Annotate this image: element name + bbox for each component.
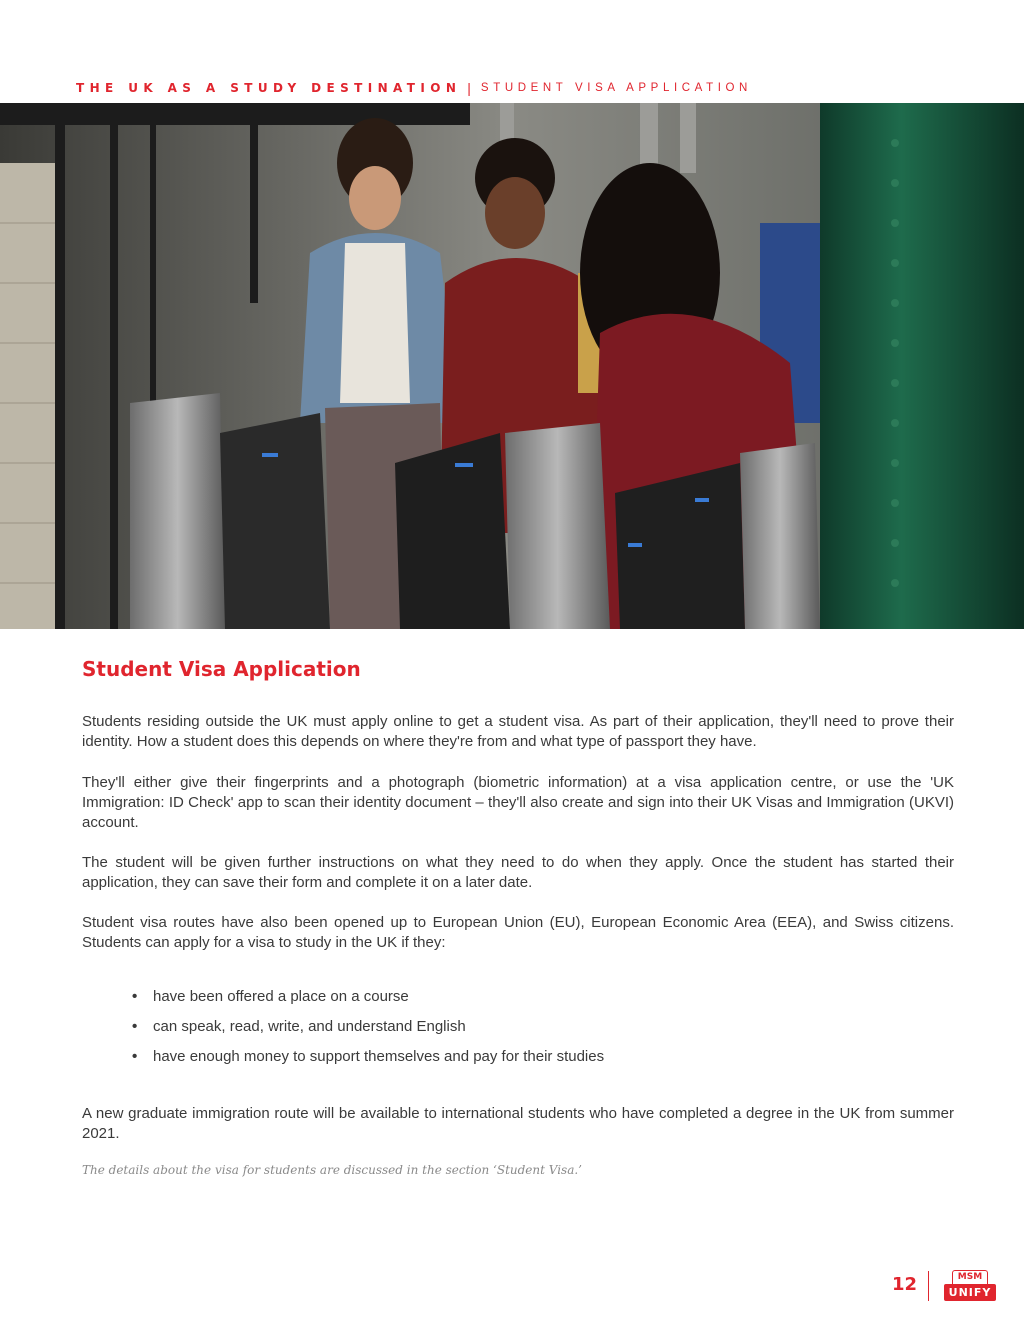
bullet-icon: • <box>132 1018 138 1035</box>
header-title: THE UK AS A STUDY DESTINATION <box>76 81 462 95</box>
bullet-icon: • <box>132 1048 138 1065</box>
paragraph-1: Students residing outside the UK must apply online to get a student visa. As part of their application, they'll need to prove their identity. How a student does this depends on where they're from and what type of passport they have. <box>82 713 954 750</box>
page-header <box>76 79 752 97</box>
list-item <box>132 986 604 1016</box>
list-item <box>132 1016 604 1046</box>
list-item-text: have enough money to support themselves and pay for their studies <box>153 1048 605 1065</box>
hero-photo <box>0 103 1024 629</box>
paragraph-5: A new graduate immigration route will be available to international students who have completed a degree in the UK from summer 2021. <box>82 1105 954 1142</box>
logo-top-text: MSM <box>952 1270 988 1284</box>
paragraph-3: The student will be given further instructions on what they need to do when they apply. Once the student has started their application, they can save their form and complete it on a later date. <box>82 854 954 891</box>
page-number: 12 <box>892 1274 918 1295</box>
eligibility-list <box>132 986 604 1076</box>
logo-bottom-text: UNIFY <box>944 1284 996 1301</box>
list-item-text: have been offered a place on a course <box>153 988 409 1005</box>
footnote: The details about the visa for students are discussed in the section ‘Student Visa.’ <box>82 1163 582 1177</box>
paragraph-4: Student visa routes have also been opened up to European Union (EU), European Economic Area (EEA), and Swiss citizens. Students can apply for a visa to study in the UK if they: <box>82 914 954 951</box>
list-item <box>132 1046 604 1076</box>
header-separator: | <box>467 80 471 96</box>
paragraph-2: They'll either give their fingerprints and a photograph (biometric information) at a visa application centre, or use the 'UK Immigration: ID Check' app to scan their identity document – they'll also create and sign into their UK Visas and Immigration (UKVI) account. <box>82 774 954 831</box>
header-subtitle: STUDENT VISA APPLICATION <box>480 82 752 94</box>
msm-unify-logo <box>944 1270 996 1302</box>
footer-divider <box>928 1271 929 1301</box>
bullet-icon: • <box>132 988 138 1005</box>
section-title: Student Visa Application <box>82 657 361 681</box>
subway-turnstile-illustration <box>0 103 1024 629</box>
list-item-text: can speak, read, write, and understand English <box>153 1018 466 1035</box>
